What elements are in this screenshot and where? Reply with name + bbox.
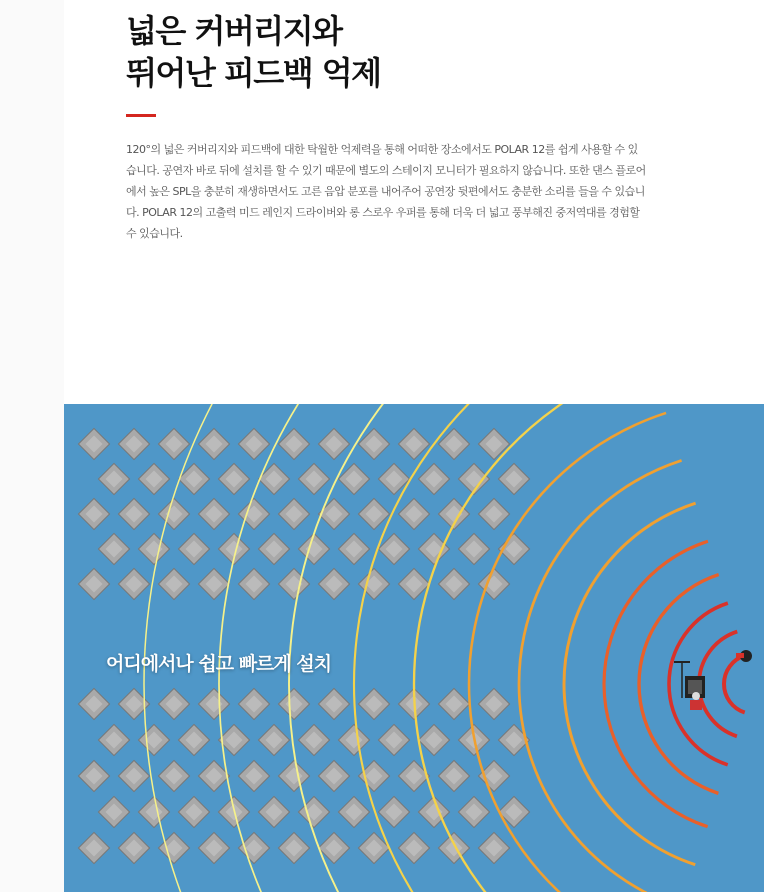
table-icon — [78, 688, 109, 719]
table-icon — [178, 724, 209, 755]
table-icon — [198, 498, 229, 529]
table-icon — [118, 498, 149, 529]
table-icon — [338, 724, 369, 755]
table-icon — [498, 463, 529, 494]
table-icon — [138, 533, 169, 564]
table-icon — [198, 832, 229, 863]
table-icon — [198, 568, 229, 599]
table-icon — [78, 498, 109, 529]
table-icon — [378, 724, 409, 755]
left-margin-strip — [0, 0, 64, 892]
table-icon — [158, 760, 189, 791]
table-icon — [438, 832, 469, 863]
table-icon — [178, 796, 209, 827]
table-icon — [258, 724, 289, 755]
hero-illustration — [64, 404, 764, 892]
feature-description: 120°의 넓은 커버리지와 피드백에 대한 탁월한 억제력을 통해 어떠한 장소에서도 POLAR 12를 쉽게 사용할 수 있습니다. 공연자 바로 뒤에 설치를 할 수 있기 때문에 별도의 스테이지 모니터가 필요하지 않습니다. 또한 댄스 플로어에서 높은 SPL을 충분히 재생하면서도 고른 음압 분포를 내어주어 공연장 뒷편에서도 충분한 소리를 들을 수 있습니다. POLAR 12의 고출력 미드 레인지 드라이버와 롱 스로우 우퍼를 통해 더욱 더 넓고 풍부해진 중저역대를 경험할 수 있습니다. — [126, 143, 646, 240]
table-icon — [438, 688, 469, 719]
table-icon — [318, 568, 349, 599]
table-icon — [478, 688, 509, 719]
table-icon — [278, 688, 309, 719]
table-icon — [118, 760, 149, 791]
table-icon — [478, 428, 509, 459]
table-icon — [98, 796, 129, 827]
table-icon — [318, 688, 349, 719]
table-icon — [118, 832, 149, 863]
sound-wave-arc — [669, 599, 764, 769]
feature-title-line-2: 뛰어난 피드백 억제 — [126, 54, 381, 92]
table-icon — [338, 796, 369, 827]
table-icon — [178, 533, 209, 564]
table-icon — [198, 428, 229, 459]
coverage-diagram — [64, 404, 764, 892]
table-icon — [438, 568, 469, 599]
table-icon — [158, 688, 189, 719]
feature-title — [126, 10, 646, 94]
table-icon — [158, 498, 189, 529]
table-icon — [238, 832, 269, 863]
table-icon — [478, 498, 509, 529]
table-icon — [298, 463, 329, 494]
table-icon — [98, 533, 129, 564]
table-icon — [158, 428, 189, 459]
accent-divider — [126, 114, 156, 117]
table-icon — [78, 760, 109, 791]
table-icon — [418, 724, 449, 755]
table-icon — [278, 760, 309, 791]
table-icon — [378, 533, 409, 564]
table-icon — [378, 796, 409, 827]
table-icon — [298, 533, 329, 564]
table-icon — [218, 463, 249, 494]
table-icon — [358, 498, 389, 529]
sound-wave-arc — [564, 494, 764, 874]
table-icon — [458, 533, 489, 564]
table-icon — [278, 568, 309, 599]
table-icon — [358, 688, 389, 719]
table-icon — [418, 463, 449, 494]
table-icon — [238, 428, 269, 459]
table-icon — [498, 796, 529, 827]
table-icon — [278, 498, 309, 529]
table-icon — [338, 533, 369, 564]
table-icon — [258, 463, 289, 494]
table-icon — [418, 533, 449, 564]
table-icon — [278, 832, 309, 863]
feature-title-line-1: 넓은 커버리지와 — [126, 12, 342, 50]
table-icon — [98, 724, 129, 755]
table-icon — [478, 832, 509, 863]
table-icon — [318, 498, 349, 529]
table-icon — [78, 428, 109, 459]
table-icon — [238, 688, 269, 719]
table-icon — [78, 832, 109, 863]
feature-text-block — [126, 10, 646, 255]
sound-wave-arc — [604, 534, 764, 834]
table-icon — [458, 796, 489, 827]
hero-caption: 어디에서나 쉽고 빠르게 설치 — [106, 653, 332, 675]
table-icon — [398, 498, 429, 529]
table-icon — [98, 463, 129, 494]
table-icon — [138, 724, 169, 755]
table-icon — [278, 428, 309, 459]
table-icon — [138, 463, 169, 494]
table-icon — [238, 568, 269, 599]
table-icon — [258, 533, 289, 564]
sound-wave-arc — [699, 629, 764, 739]
table-icon — [238, 760, 269, 791]
table-icon — [298, 724, 329, 755]
table-icon — [438, 760, 469, 791]
table-icon — [258, 796, 289, 827]
table-icon — [78, 568, 109, 599]
table-icon — [138, 796, 169, 827]
table-icon — [118, 428, 149, 459]
table-icon — [398, 832, 429, 863]
table-icon — [318, 428, 349, 459]
table-icon — [198, 688, 229, 719]
table-icon — [118, 568, 149, 599]
sound-wave-arc — [724, 654, 764, 714]
table-icon — [318, 760, 349, 791]
table-icon — [158, 568, 189, 599]
